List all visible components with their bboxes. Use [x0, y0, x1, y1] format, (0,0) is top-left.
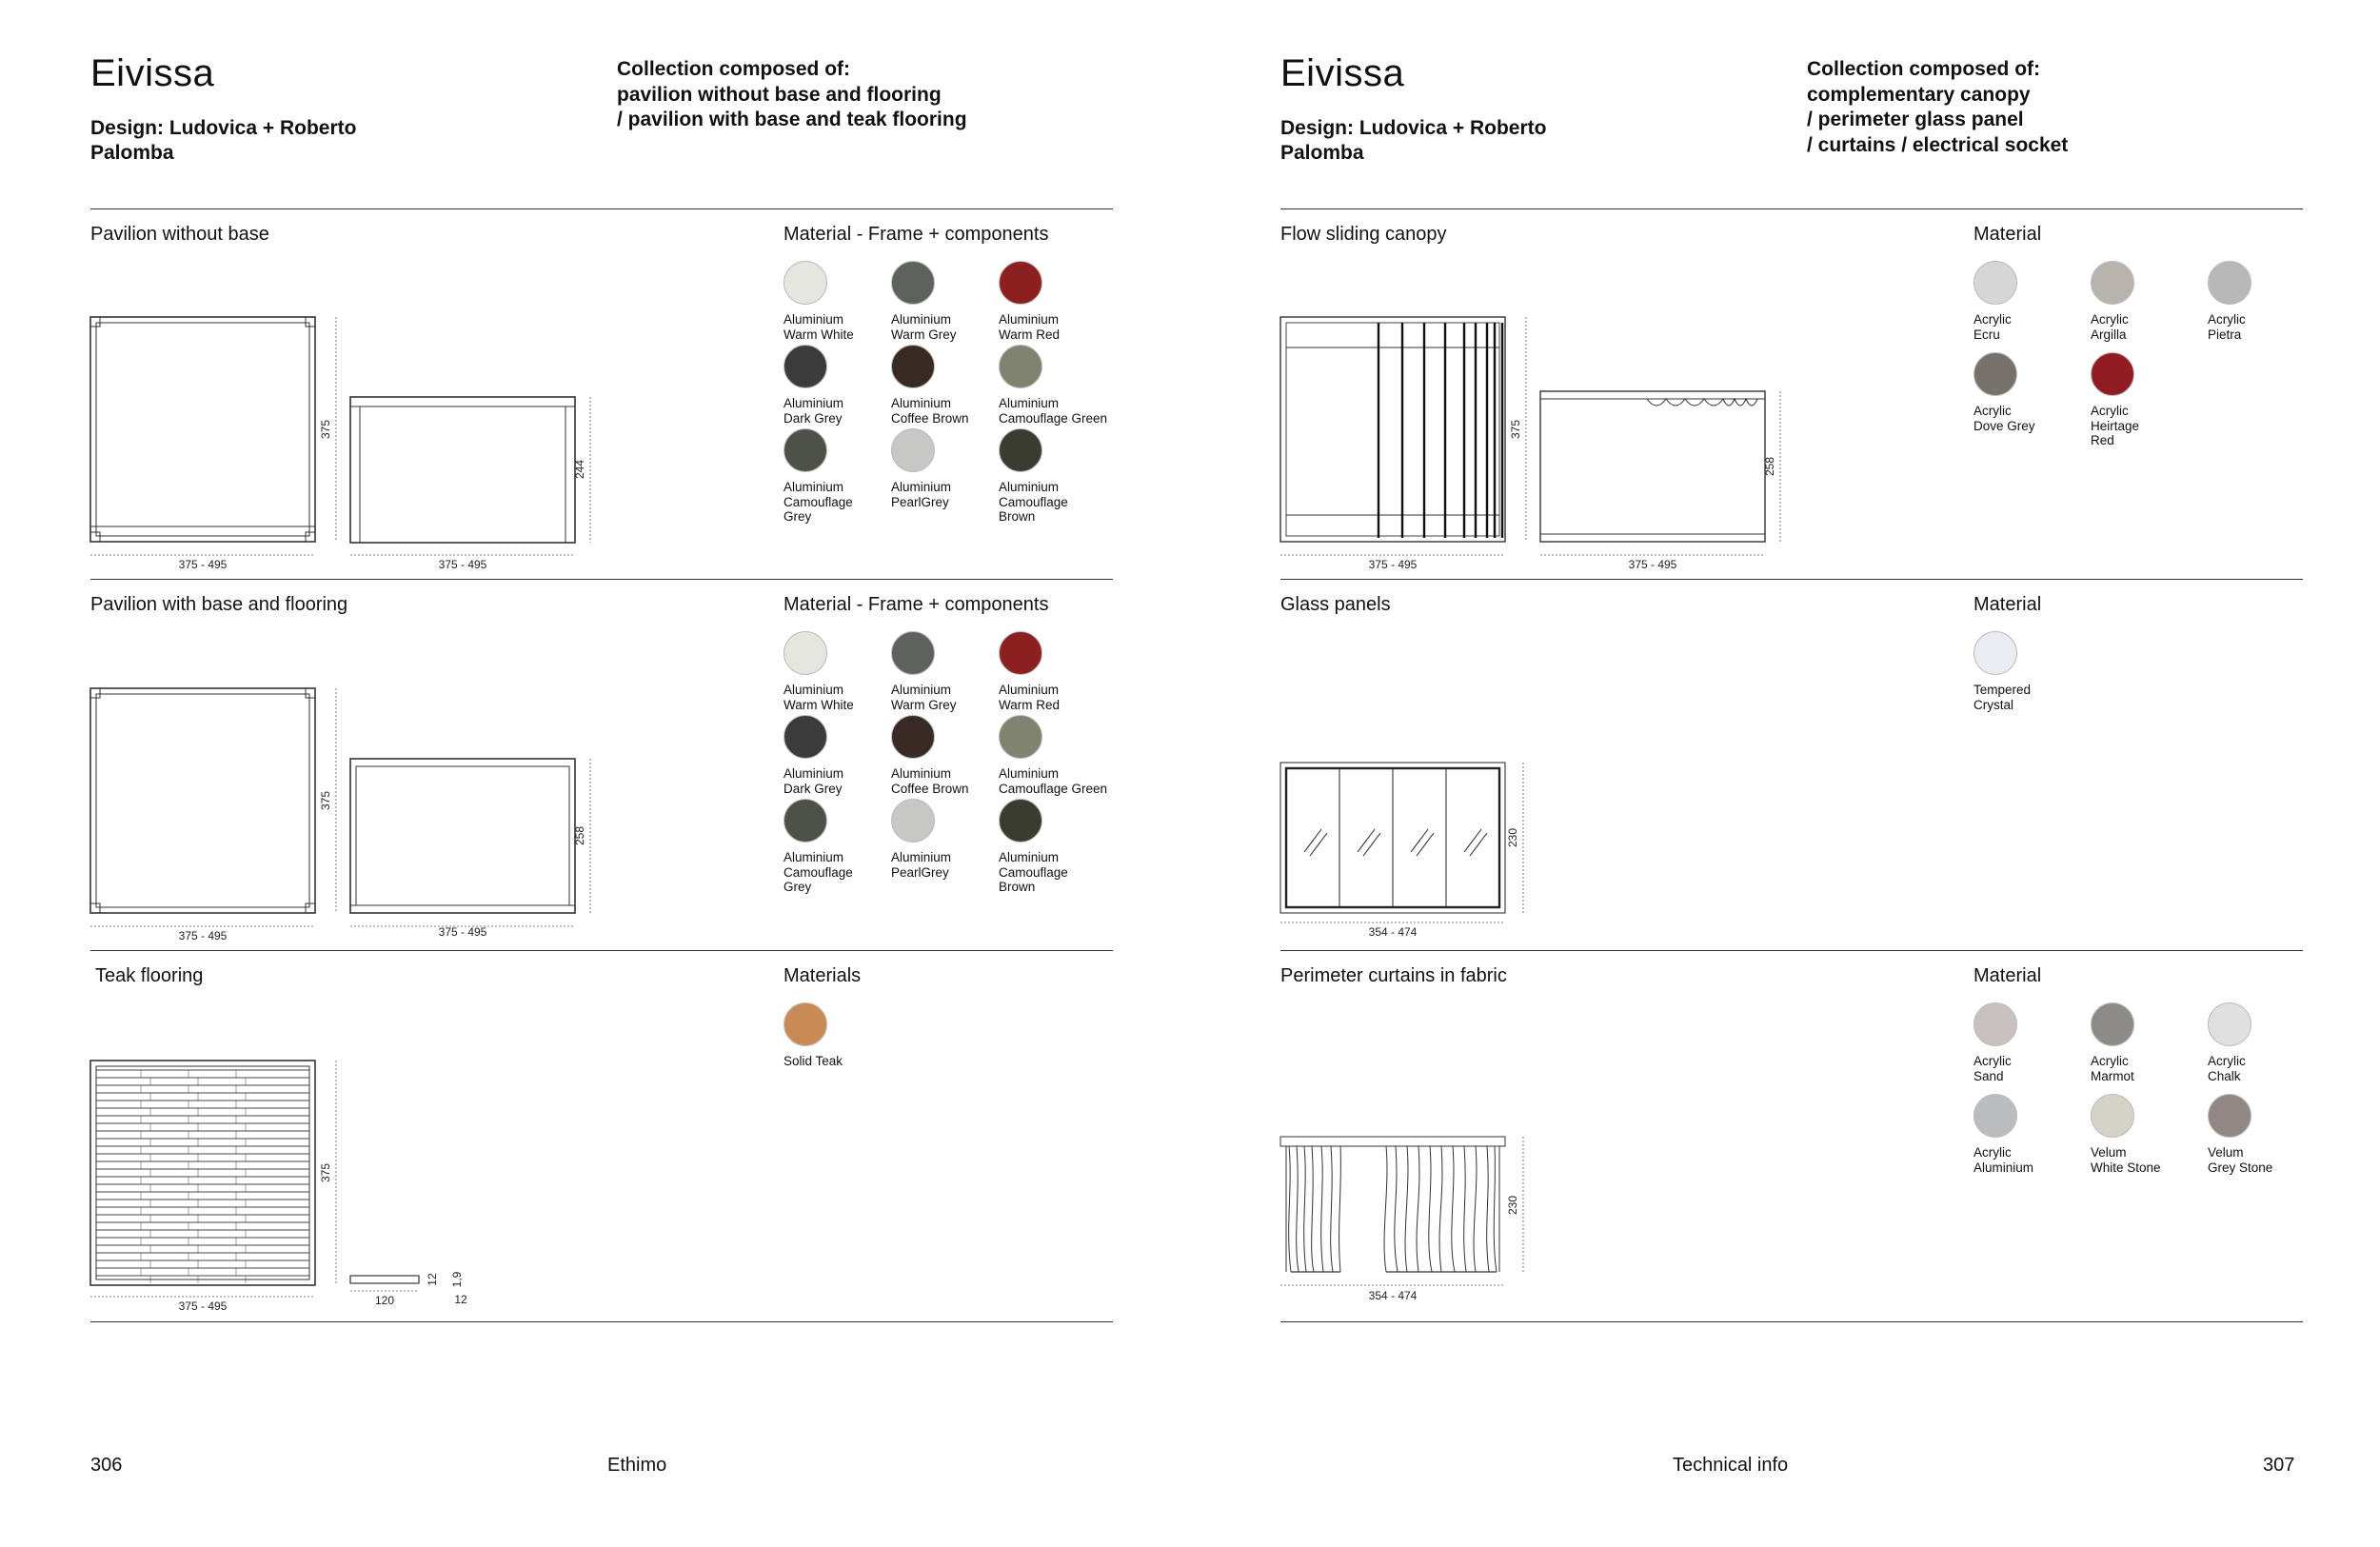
dim-board-gap: 1,9 — [450, 1271, 464, 1288]
swatch-label: Aluminium Camouflage Brown — [999, 480, 1068, 524]
swatch-label: Tempered Crystal — [1973, 683, 2032, 712]
divider — [1280, 579, 2303, 580]
color-swatch — [783, 715, 888, 796]
dim-plan-depth: 375 — [319, 790, 332, 811]
dim-board-thick-b: 12 — [454, 1293, 467, 1306]
collection-title: Eivissa — [90, 52, 215, 94]
material-title: Material - Frame + components — [783, 594, 1049, 615]
swatch-color-dot — [2091, 261, 2134, 305]
designer-credit: Design: Ludovica + Roberto Palomba — [1280, 117, 1547, 164]
swatch-color-dot — [1973, 1094, 2017, 1138]
swatch-color-dot — [891, 715, 935, 759]
dim-board-thick-a: 12 — [426, 1273, 439, 1286]
swatch-label: Acrylic Argilla — [2091, 312, 2129, 342]
color-swatch — [1973, 261, 2078, 342]
color-swatch — [999, 345, 1108, 426]
swatch-label: Aluminium Coffee Brown — [891, 766, 969, 796]
swatch-label: Aluminium Warm Red — [999, 312, 1061, 342]
dim-width: 354 - 474 — [1368, 1289, 1418, 1302]
color-swatch — [2091, 261, 2195, 342]
swatch-label: Aluminium PearlGrey — [891, 480, 952, 509]
swatch-label: Aluminium Warm White — [783, 683, 854, 712]
color-swatch — [783, 428, 888, 525]
pavilion-without-base-drawing — [84, 309, 617, 571]
divider — [90, 579, 1113, 580]
collection-composition: Collection composed of: complementary canopy / perimeter glass panel / curtains / electrical socket — [1807, 58, 2069, 156]
color-swatch — [999, 715, 1108, 796]
collection-composition: Collection composed of: pavilion without base and flooring / pavilion with base and teak flooring — [617, 58, 967, 130]
color-swatch — [2208, 1002, 2312, 1083]
color-swatch — [2208, 261, 2312, 342]
dim-side-width: 375 - 495 — [438, 558, 487, 571]
dim-width: 354 - 474 — [1368, 925, 1418, 939]
swatch-color-dot — [891, 799, 935, 843]
section-label: Technical info — [1673, 1455, 1789, 1476]
color-swatch — [1973, 352, 2078, 433]
divider — [1280, 208, 2303, 209]
perimeter-curtains-drawing — [1274, 1131, 1559, 1317]
page-number: 306 — [90, 1455, 123, 1476]
color-swatch — [891, 715, 996, 796]
swatch-label: Aluminium Warm Grey — [891, 683, 957, 712]
swatch-color-dot — [783, 631, 827, 675]
swatch-label: Aluminium Warm White — [783, 312, 854, 342]
swatch-color-dot — [999, 428, 1042, 472]
color-swatch — [2208, 1094, 2312, 1175]
swatch-label: Aluminium PearlGrey — [891, 850, 952, 880]
material-title: Materials — [783, 965, 862, 986]
swatch-color-dot — [999, 261, 1042, 305]
swatch-label: Solid Teak — [783, 1054, 843, 1068]
swatch-label: Aluminium Dark Grey — [783, 396, 844, 426]
divider — [90, 950, 1113, 951]
color-swatch — [891, 631, 996, 712]
swatch-label: Aluminium Dark Grey — [783, 766, 844, 796]
swatch-label: Acrylic Marmot — [2091, 1054, 2134, 1083]
swatch-color-dot — [891, 631, 935, 675]
color-swatch — [999, 428, 1103, 525]
pavilion-with-base-drawing — [84, 681, 617, 942]
swatch-label: Acrylic Ecru — [1973, 312, 2012, 342]
swatch-label: Acrylic Dove Grey — [1973, 404, 2035, 433]
dim-plan-width: 375 - 495 — [1368, 558, 1418, 571]
dim-side-width: 375 - 495 — [438, 925, 487, 939]
swatch-label: Aluminium Warm Red — [999, 683, 1061, 712]
section-title-teak-flooring: Teak flooring — [95, 965, 204, 986]
swatch-label: Velum Grey Stone — [2208, 1145, 2273, 1175]
swatch-label: Aluminium Camouflage Green — [999, 766, 1108, 796]
swatch-label: Aluminium Camouflage Grey — [783, 850, 853, 894]
swatch-label: Aluminium Camouflage Grey — [783, 480, 853, 524]
swatch-color-dot — [783, 1002, 827, 1046]
color-swatch — [891, 261, 996, 342]
glass-panels-drawing — [1274, 757, 1559, 942]
swatch-color-dot — [783, 261, 827, 305]
swatch-label: Aluminium Camouflage Brown — [999, 850, 1068, 894]
swatch-label: Acrylic Pietra — [2208, 312, 2246, 342]
swatch-color-dot — [891, 428, 935, 472]
dim-side-height: 258 — [573, 825, 586, 846]
dim-plan-width: 375 - 495 — [178, 558, 228, 571]
swatch-label: Acrylic Sand — [1973, 1054, 2012, 1083]
swatch-color-dot — [1973, 631, 2017, 675]
color-swatch — [2091, 352, 2195, 448]
color-swatch — [999, 799, 1103, 895]
dim-plan-depth: 375 — [319, 1162, 332, 1183]
divider — [1280, 1321, 2303, 1322]
color-swatch — [1973, 1002, 2078, 1083]
color-swatch — [891, 799, 996, 880]
divider — [1280, 950, 2303, 951]
color-swatch — [783, 1002, 888, 1069]
material-title: Material — [1973, 594, 2042, 615]
page-number: 307 — [2263, 1455, 2295, 1476]
swatch-color-dot — [1973, 1002, 2017, 1046]
material-title: Material — [1973, 965, 2042, 986]
color-swatch — [2091, 1002, 2195, 1083]
swatch-label: Acrylic Heirtage Red — [2091, 404, 2140, 447]
dim-plan-depth: 375 — [1509, 419, 1522, 440]
swatch-color-dot — [999, 631, 1042, 675]
color-swatch — [891, 345, 996, 426]
section-title-glass-panels: Glass panels — [1280, 594, 1391, 615]
color-swatch — [1973, 631, 2078, 712]
dim-height: 230 — [1506, 1195, 1519, 1216]
swatch-label: Aluminium Coffee Brown — [891, 396, 969, 426]
swatch-label: Acrylic Aluminium — [1973, 1145, 2034, 1175]
dim-plan-depth: 375 — [319, 419, 332, 440]
swatch-label: Aluminium Camouflage Green — [999, 396, 1108, 426]
swatch-color-dot — [2208, 1002, 2251, 1046]
dim-board-width: 120 — [374, 1294, 395, 1307]
dim-plan-width: 375 - 495 — [178, 929, 228, 942]
swatch-color-dot — [1973, 261, 2017, 305]
color-swatch — [1973, 1094, 2078, 1175]
collection-title: Eivissa — [1280, 52, 1405, 94]
color-swatch — [999, 631, 1103, 712]
swatch-color-dot — [2208, 261, 2251, 305]
swatch-label: Acrylic Chalk — [2208, 1054, 2246, 1083]
color-swatch — [2091, 1094, 2195, 1175]
designer-credit: Design: Ludovica + Roberto Palomba — [90, 117, 357, 164]
brand-name: Ethimo — [607, 1455, 667, 1476]
teak-flooring-drawing — [84, 1055, 503, 1312]
swatch-color-dot — [2091, 1002, 2134, 1046]
swatch-color-dot — [2208, 1094, 2251, 1138]
color-swatch — [783, 261, 888, 342]
flow-sliding-canopy-drawing — [1274, 309, 1807, 571]
swatch-color-dot — [1973, 352, 2017, 396]
section-title-pavilion-without-base: Pavilion without base — [90, 224, 269, 245]
swatch-color-dot — [783, 799, 827, 843]
swatch-color-dot — [999, 345, 1042, 388]
section-title-perimeter-curtains: Perimeter curtains in fabric — [1280, 965, 1507, 986]
divider — [90, 208, 1113, 209]
swatch-color-dot — [999, 715, 1042, 759]
color-swatch — [783, 345, 888, 426]
swatch-color-dot — [2091, 1094, 2134, 1138]
material-title: Material - Frame + components — [783, 224, 1049, 245]
swatch-label: Velum White Stone — [2091, 1145, 2161, 1175]
swatch-color-dot — [999, 799, 1042, 843]
dim-side-height: 244 — [573, 459, 586, 480]
swatch-color-dot — [891, 345, 935, 388]
dim-plan-width: 375 - 495 — [178, 1299, 228, 1312]
swatch-label: Aluminium Warm Grey — [891, 312, 957, 342]
color-swatch — [891, 428, 996, 509]
dim-side-width: 375 - 495 — [1628, 558, 1677, 571]
right-page — [1190, 0, 2380, 1547]
swatch-color-dot — [891, 261, 935, 305]
swatch-color-dot — [783, 715, 827, 759]
color-swatch — [783, 799, 888, 895]
divider — [90, 1321, 1113, 1322]
color-swatch — [999, 261, 1103, 342]
section-title-flow-sliding-canopy: Flow sliding canopy — [1280, 224, 1447, 245]
dim-side-height: 258 — [1763, 456, 1776, 477]
swatch-color-dot — [2091, 352, 2134, 396]
swatch-color-dot — [783, 428, 827, 472]
color-swatch — [783, 631, 888, 712]
section-title-pavilion-with-base: Pavilion with base and flooring — [90, 594, 348, 615]
dim-height: 230 — [1506, 827, 1519, 848]
material-title: Material — [1973, 224, 2042, 245]
swatch-color-dot — [783, 345, 827, 388]
